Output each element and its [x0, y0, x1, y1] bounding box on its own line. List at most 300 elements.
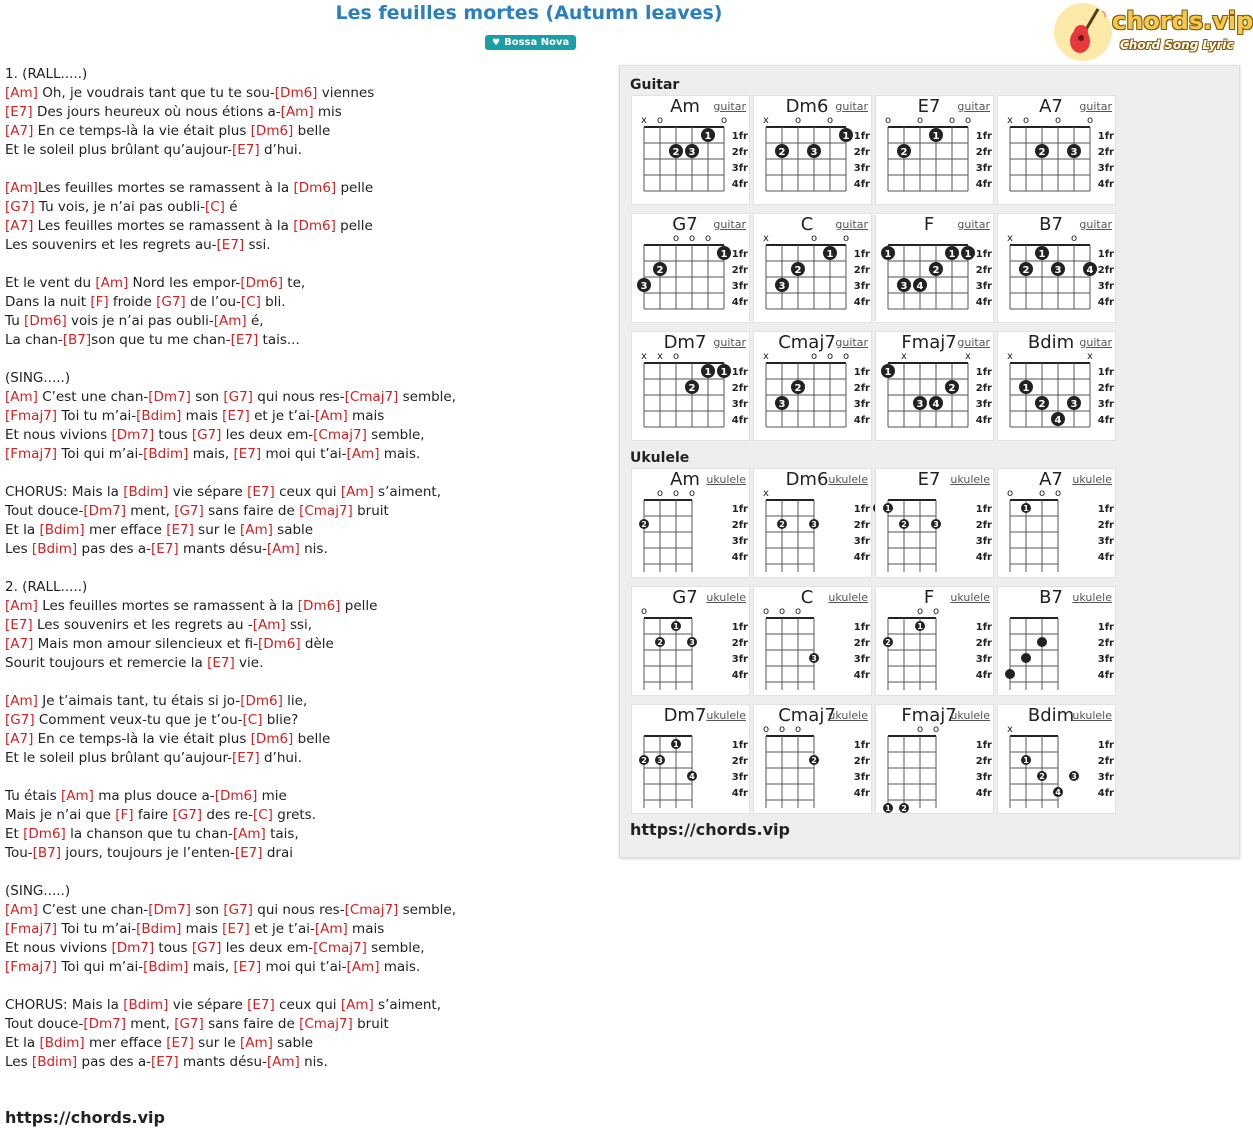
chord-link[interactable]: [Am]	[5, 598, 38, 614]
chord-link[interactable]: [Am]	[95, 275, 129, 291]
lyric-line	[5, 198, 615, 217]
lyric-line	[5, 141, 615, 160]
guitar-link[interactable]: guitar	[957, 218, 990, 231]
fret-label: 1fr	[1097, 504, 1114, 515]
fret-label: 3fr	[1097, 163, 1114, 174]
chord-link[interactable]: [B7]	[62, 332, 92, 348]
lyric-line	[5, 274, 615, 293]
chord-link[interactable]: [Dm6]	[250, 123, 294, 139]
chord-link[interactable]: [G7]	[174, 1016, 204, 1032]
chord-link[interactable]: [Dm6]	[23, 826, 66, 842]
lyric-text: Les	[5, 541, 32, 557]
chord-link[interactable]: [G7]	[191, 427, 222, 443]
finger-number: 4	[1054, 415, 1062, 426]
lyric-line	[5, 806, 615, 825]
open-string-icon: o	[826, 115, 834, 126]
chord-link[interactable]: [A7]	[5, 636, 34, 652]
ukulele-link[interactable]: ukulele	[706, 709, 746, 722]
chord-link[interactable]: [Cmaj7]	[313, 427, 367, 443]
song-title: Les feuilles mortes (Autumn leaves)	[335, 2, 723, 24]
chord-link[interactable]: [E7]	[233, 959, 262, 975]
ukulele-link[interactable]: ukulele	[950, 591, 990, 604]
chord-link[interactable]: [Am]	[314, 921, 348, 937]
chord-name: Bdim	[1027, 332, 1075, 353]
chord-link[interactable]: [Bdim]	[143, 959, 189, 975]
chord-link[interactable]: [Dm6]	[24, 313, 67, 329]
chord-link[interactable]: [Bdim]	[39, 1035, 85, 1051]
chord-link[interactable]: [Am]	[266, 541, 300, 557]
chord-link[interactable]: [Am]	[5, 180, 38, 196]
fret-label: 4fr	[731, 415, 748, 426]
open-string-icon: o	[1070, 233, 1078, 244]
chord-link[interactable]: [Am]	[340, 997, 374, 1013]
chord-link[interactable]: [Bdim]	[31, 1054, 78, 1070]
lyric-text: Toi tu m’ai-	[57, 921, 137, 937]
chord-link[interactable]: [Bdim]	[39, 522, 85, 538]
lyric-text: mais,	[188, 959, 234, 975]
lyric-line	[5, 502, 615, 521]
chord-link[interactable]: [G7]	[223, 389, 253, 405]
chord-link[interactable]: [Bdim]	[123, 484, 169, 500]
chord-link[interactable]: [Am]	[213, 313, 247, 329]
chord-link[interactable]: [E7]	[230, 332, 259, 348]
chord-link[interactable]: [Am]	[346, 446, 380, 462]
fret-label: 4fr	[731, 552, 748, 563]
open-string-icon: o	[688, 488, 696, 499]
ukulele-chord-card-dm7[interactable]	[631, 704, 750, 814]
open-string-icon: o	[948, 115, 956, 126]
chord-link[interactable]: [E7]	[222, 921, 250, 937]
finger-number: 3	[778, 399, 786, 410]
finger-number: 2	[672, 147, 680, 158]
fret-label: 2fr	[975, 520, 992, 531]
chord-link[interactable]: [Dm6]	[257, 636, 301, 652]
lyric-text: s’aiment,	[373, 997, 441, 1013]
chord-link[interactable]: [E7]	[166, 1035, 194, 1051]
lyric-text: Et nous vivions	[5, 427, 112, 443]
lyric-text: Mais je n’ai que	[5, 807, 116, 823]
guitar-link[interactable]: guitar	[1079, 336, 1112, 349]
lyric-text: Les	[5, 1054, 32, 1070]
chord-link[interactable]: [C]	[252, 807, 273, 823]
fret-label: 3fr	[975, 163, 992, 174]
lyric-text: s’aiment,	[373, 484, 441, 500]
chord-link[interactable]: [G7]	[191, 940, 222, 956]
guitar-link[interactable]: guitar	[1079, 218, 1112, 231]
open-string-icon: o	[810, 351, 818, 362]
fret-label: 4fr	[731, 297, 748, 308]
chord-link[interactable]: [B7]	[32, 845, 62, 861]
guitar-link[interactable]: guitar	[835, 100, 868, 113]
lyric-text: nis.	[299, 541, 328, 557]
lyric-text: et je t’ai-	[249, 921, 315, 937]
ukulele-chord-card-e7[interactable]	[875, 468, 994, 578]
chord-link[interactable]: [Dm7]	[148, 389, 191, 405]
lyric-text: les deux em-	[221, 940, 314, 956]
fret-label: 1fr	[731, 367, 748, 378]
chord-link[interactable]: [G7]	[5, 199, 35, 215]
guitar-chord-card-dm7[interactable]	[631, 331, 750, 441]
finger-number: 2	[1039, 772, 1045, 781]
chord-link[interactable]: [Dm7]	[83, 503, 127, 519]
lyric-text: mais	[347, 921, 385, 937]
fret-label: 4fr	[975, 552, 992, 563]
ukulele-link[interactable]: ukulele	[828, 709, 868, 722]
fret-label: 4fr	[853, 788, 870, 799]
chord-link[interactable]: [Am]	[5, 85, 38, 101]
chord-link[interactable]: [G7]	[156, 294, 186, 310]
chord-link[interactable]: [Am]	[239, 522, 273, 538]
chord-link[interactable]: [E7]	[232, 142, 260, 158]
ukulele-chord-card-f[interactable]	[875, 586, 994, 696]
chord-link[interactable]: [Dm6]	[293, 180, 337, 196]
muted-string-icon: x	[763, 488, 769, 499]
finger-number: 3	[1071, 772, 1077, 781]
lyric-text: moi qui t’ai-	[261, 959, 347, 975]
finger-number: 2	[688, 383, 696, 394]
ukulele-chord-card-c[interactable]	[753, 586, 872, 696]
ukulele-link[interactable]: ukulele	[1072, 591, 1112, 604]
open-string-icon: o	[1006, 488, 1014, 499]
chord-link[interactable]: [C]	[242, 712, 263, 728]
fret-label: 3fr	[731, 281, 748, 292]
chord-diagram	[632, 587, 751, 697]
chord-name: F	[923, 214, 935, 235]
finger-number: 2	[900, 147, 908, 158]
chord-link[interactable]: [Dm6]	[240, 275, 283, 291]
chord-link[interactable]: [E7]	[5, 104, 33, 120]
chord-link[interactable]: [Dm7]	[148, 902, 191, 918]
chord-link[interactable]: [E7]	[207, 655, 235, 671]
guitar-chord-card-a7[interactable]	[997, 95, 1116, 205]
chord-name: Cmaj7	[778, 332, 836, 353]
fret-label: 1fr	[1097, 367, 1114, 378]
chord-link[interactable]: [E7]	[222, 408, 250, 424]
ukulele-link[interactable]: ukulele	[1072, 709, 1112, 722]
fret-label: 2fr	[975, 265, 992, 276]
finger-number: 1	[720, 249, 728, 260]
open-string-icon: o	[1054, 115, 1062, 126]
ukulele-link[interactable]: ukulele	[950, 473, 990, 486]
ukulele-chord-card-dm6[interactable]	[753, 468, 872, 578]
finger-number: 2	[641, 756, 647, 765]
lyric-line	[5, 1015, 615, 1034]
muted-string-icon: x	[901, 351, 907, 362]
chord-link[interactable]: [Cmaj7]	[313, 940, 367, 956]
fret-label: 1fr	[731, 504, 748, 515]
chord-link[interactable]: [Bdim]	[123, 997, 169, 1013]
ukulele-chord-card-fmaj7[interactable]	[875, 704, 994, 814]
chord-link[interactable]: [Am]	[5, 902, 38, 918]
finger-number: 1	[948, 249, 956, 260]
chord-link[interactable]: [F]	[90, 294, 109, 310]
lyric-text: semble,	[398, 389, 457, 405]
guitar-chord-card-b7[interactable]	[997, 213, 1116, 323]
chord-link[interactable]: [Dm7]	[83, 1016, 127, 1032]
lyric-line	[5, 293, 615, 312]
ukulele-link[interactable]: ukulele	[706, 591, 746, 604]
chord-link[interactable]: [A7]	[5, 218, 34, 234]
guitar-link[interactable]: guitar	[835, 218, 868, 231]
fret-label: 2fr	[731, 638, 748, 649]
guitar-chord-card-cmaj7[interactable]	[753, 331, 872, 441]
chord-diagram	[998, 214, 1117, 324]
chord-link[interactable]: [Dm6]	[293, 218, 336, 234]
lyric-text: Sourit toujours et remercie la	[5, 655, 208, 671]
chord-link[interactable]: [Dm6]	[274, 85, 318, 101]
chord-link[interactable]: [Am]	[232, 826, 266, 842]
fret-label: 3fr	[1097, 536, 1114, 547]
chord-link[interactable]: [C]	[204, 199, 225, 215]
chord-diagram	[632, 214, 751, 324]
lyric-text: (SING.....)	[5, 370, 71, 386]
chord-diagram	[754, 705, 873, 815]
guitar-chord-card-e7[interactable]	[875, 95, 994, 205]
fret-label: 2fr	[1097, 756, 1114, 767]
lyric-text: bli.	[260, 294, 286, 310]
chord-link[interactable]: [A7]	[5, 123, 34, 139]
open-string-icon: o	[794, 115, 802, 126]
lyric-text: semble,	[366, 940, 425, 956]
lyric-text: é,	[246, 313, 264, 329]
fret-label: 1fr	[975, 367, 992, 378]
muted-string-icon: x	[1007, 351, 1013, 362]
lyric-line	[5, 388, 615, 407]
chord-name: Am	[670, 96, 700, 117]
guitar-link[interactable]: guitar	[957, 336, 990, 349]
chord-link[interactable]: [Bdim]	[31, 541, 78, 557]
finger-number: 2	[641, 520, 647, 529]
ukulele-link[interactable]: ukulele	[828, 591, 868, 604]
finger-number: 1	[720, 367, 728, 378]
lyric-text: Dans la nuit	[5, 294, 91, 310]
chord-link[interactable]: [Dm6]	[240, 693, 283, 709]
chord-link[interactable]: [E7]	[5, 617, 33, 633]
chord-link[interactable]: [Am]	[314, 408, 348, 424]
chord-link[interactable]: [Dm6]	[250, 731, 294, 747]
lyric-text: é	[224, 199, 238, 215]
fret-label: 1fr	[853, 504, 870, 515]
lyric-text: En ce temps-là la vie était plus	[33, 731, 251, 747]
ukulele-link[interactable]: ukulele	[828, 473, 868, 486]
fret-label: 2fr	[1097, 147, 1114, 158]
guitar-chord-card-g7[interactable]	[631, 213, 750, 323]
chord-link[interactable]: [Bdim]	[136, 408, 182, 424]
chord-link[interactable]: [G7]	[5, 712, 35, 728]
chord-link[interactable]: [Am]	[340, 484, 374, 500]
lyric-blank-line	[5, 350, 615, 369]
lyric-text: Toi qui m’ai-	[57, 446, 144, 462]
fret-label: 2fr	[853, 147, 870, 158]
chord-link[interactable]: [G7]	[174, 503, 204, 519]
finger-number: 3	[811, 654, 817, 663]
panel-url[interactable]: https://chords.vip	[630, 820, 790, 839]
chord-link[interactable]: [E7]	[247, 997, 275, 1013]
chord-link[interactable]: [E7]	[151, 541, 179, 557]
lyric-line	[5, 730, 615, 749]
chord-diagram	[632, 705, 751, 815]
chord-link[interactable]: [Am]	[239, 1035, 273, 1051]
guitar-chord-card-fmaj7[interactable]	[875, 331, 994, 441]
open-string-icon: o	[842, 351, 850, 362]
site-logo[interactable]	[1054, 2, 1253, 62]
ukulele-chord-card-b7[interactable]	[997, 586, 1116, 696]
chord-diagram	[876, 214, 995, 324]
open-string-icon: o	[778, 606, 786, 617]
lyric-line	[5, 958, 615, 977]
guitar-link[interactable]: guitar	[713, 336, 746, 349]
chord-link[interactable]: [G7]	[223, 902, 253, 918]
muted-string-icon: x	[965, 351, 971, 362]
chord-link[interactable]: [Dm7]	[111, 427, 155, 443]
lyric-line	[5, 711, 615, 730]
lyric-text: grets.	[272, 807, 316, 823]
lyric-text: semble,	[398, 902, 457, 918]
chord-link[interactable]: [F]	[115, 807, 134, 823]
chord-link[interactable]: [C]	[240, 294, 261, 310]
lyric-line	[5, 654, 615, 673]
lyric-text: (SING.....)	[5, 883, 71, 899]
muted-string-icon: x	[763, 233, 769, 244]
finger-number: 1	[884, 249, 892, 260]
guitar-chord-card-dm6[interactable]	[753, 95, 872, 205]
lyric-text: pelle	[340, 598, 378, 614]
footer-url[interactable]: https://chords.vip	[5, 1108, 165, 1127]
chord-link[interactable]: [Am]	[280, 104, 314, 120]
ukulele-link[interactable]: ukulele	[706, 473, 746, 486]
chord-link[interactable]: [E7]	[247, 484, 275, 500]
lyric-blank-line	[5, 977, 615, 996]
lyric-text: Comment veux-tu que je t’ou-	[34, 712, 243, 728]
lyric-text: Oh, je voudrais tant que tu te sou-	[37, 85, 275, 101]
ukulele-section-title: Ukulele	[630, 450, 690, 466]
fret-label: 3fr	[853, 536, 870, 547]
fret-label: 3fr	[975, 654, 992, 665]
fret-label: 3fr	[731, 654, 748, 665]
chord-link[interactable]: [Dm6]	[214, 788, 258, 804]
lyric-text: sans faire de	[203, 1016, 300, 1032]
lyric-text: mais.	[379, 959, 421, 975]
guitar-link[interactable]: guitar	[1079, 100, 1112, 113]
fret-label: 3fr	[975, 772, 992, 783]
chord-link[interactable]: [E7]	[166, 522, 194, 538]
chord-link[interactable]: [Am]	[266, 1054, 300, 1070]
lyric-text: lie,	[282, 693, 308, 709]
lyric-text: En ce temps-là la vie était plus	[33, 123, 251, 139]
fret-label: 2fr	[731, 520, 748, 531]
guitar-link[interactable]: guitar	[835, 336, 868, 349]
ukulele-chord-card-am[interactable]	[631, 468, 750, 578]
lyric-text: moi qui t’ai-	[261, 446, 347, 462]
ukulele-link[interactable]: ukulele	[1072, 473, 1112, 486]
ukulele-chord-card-g7[interactable]	[631, 586, 750, 696]
chord-link[interactable]: [Dm7]	[111, 940, 155, 956]
chord-link[interactable]: [E7]	[151, 1054, 179, 1070]
logo-tagline: Chord Song Lyric	[1120, 38, 1234, 52]
lyric-text: vie sépare	[168, 997, 248, 1013]
chord-link[interactable]: [Am]	[61, 788, 94, 804]
chord-link[interactable]: [E7]	[216, 237, 245, 253]
chord-name: Dm6	[785, 469, 829, 490]
fret-label: 2fr	[853, 756, 870, 767]
lyric-text: d’hui.	[259, 142, 302, 158]
fret-label: 3fr	[975, 536, 992, 547]
chord-link[interactable]: [Cmaj7]	[344, 389, 399, 405]
open-string-icon: o	[704, 233, 712, 244]
lyric-text: semble,	[366, 427, 425, 443]
chord-link[interactable]: [Am]	[5, 693, 38, 709]
chord-link[interactable]: [Am]	[5, 389, 38, 405]
ukulele-chord-card-bdim[interactable]	[997, 704, 1116, 814]
chord-link[interactable]: [E7]	[233, 446, 262, 462]
lyric-line	[5, 426, 615, 445]
guitar-chord-card-f[interactable]	[875, 213, 994, 323]
guitar-link[interactable]: guitar	[957, 100, 990, 113]
fret-label: 4fr	[853, 179, 870, 190]
chord-link[interactable]: [E7]	[234, 845, 263, 861]
chord-link[interactable]: [E7]	[232, 750, 260, 766]
chord-link[interactable]: [Am]	[252, 617, 286, 633]
lyric-text: ma plus douce a-	[93, 788, 215, 804]
lyric-text: Et le vent du	[5, 275, 96, 291]
chord-link[interactable]: [Bdim]	[136, 921, 182, 937]
chord-link[interactable]: [Fmaj7]	[5, 408, 58, 424]
chord-link[interactable]: [Fmaj7]	[5, 446, 58, 462]
chord-name: C	[800, 587, 814, 608]
chord-link[interactable]: [Dm6]	[297, 598, 341, 614]
chord-link[interactable]: [A7]	[5, 731, 34, 747]
guitar-chord-card-bdim[interactable]	[997, 331, 1116, 441]
finger-number: 3	[810, 147, 818, 158]
lyric-text: vie.	[234, 655, 264, 671]
chord-link[interactable]: [Cmaj7]	[344, 902, 399, 918]
genre-badge[interactable]	[485, 35, 576, 50]
fret-label: 2fr	[975, 383, 992, 394]
lyric-text: te,	[282, 275, 306, 291]
chord-link[interactable]: [Am]	[346, 959, 380, 975]
lyric-blank-line	[5, 673, 615, 692]
ukulele-chord-card-cmaj7[interactable]	[753, 704, 872, 814]
guitar-chord-card-c[interactable]	[753, 213, 872, 323]
lyric-text: pas des a-	[77, 1054, 152, 1070]
guitar-link[interactable]: guitar	[713, 100, 746, 113]
ukulele-link[interactable]: ukulele	[950, 709, 990, 722]
finger-number: 4	[932, 399, 940, 410]
lyric-text: CHORUS: Mais la	[5, 484, 124, 500]
chord-diagram	[754, 214, 873, 324]
ukulele-chord-card-a7[interactable]	[997, 468, 1116, 578]
lyric-text: mais,	[188, 446, 234, 462]
chord-diagram	[998, 469, 1117, 579]
lyric-line	[5, 179, 615, 198]
chord-link[interactable]: [Cmaj7]	[299, 503, 353, 519]
chord-link[interactable]: [Fmaj7]	[5, 921, 58, 937]
lyric-text: Et nous vivions	[5, 940, 112, 956]
lyric-text: sable	[272, 1035, 314, 1051]
fret-label: 4fr	[975, 415, 992, 426]
guitar-chord-card-am[interactable]	[631, 95, 750, 205]
finger-number: 3	[640, 281, 648, 292]
chord-link[interactable]: [Cmaj7]	[299, 1016, 353, 1032]
chord-link[interactable]: [Bdim]	[143, 446, 189, 462]
open-string-icon: o	[672, 488, 680, 499]
lyric-text: Et la	[5, 522, 40, 538]
fret-label: 2fr	[1097, 520, 1114, 531]
chord-link[interactable]: [G7]	[172, 807, 203, 823]
guitar-link[interactable]: guitar	[713, 218, 746, 231]
lyric-text: viennes	[317, 85, 375, 101]
chord-link[interactable]: [Fmaj7]	[5, 959, 58, 975]
